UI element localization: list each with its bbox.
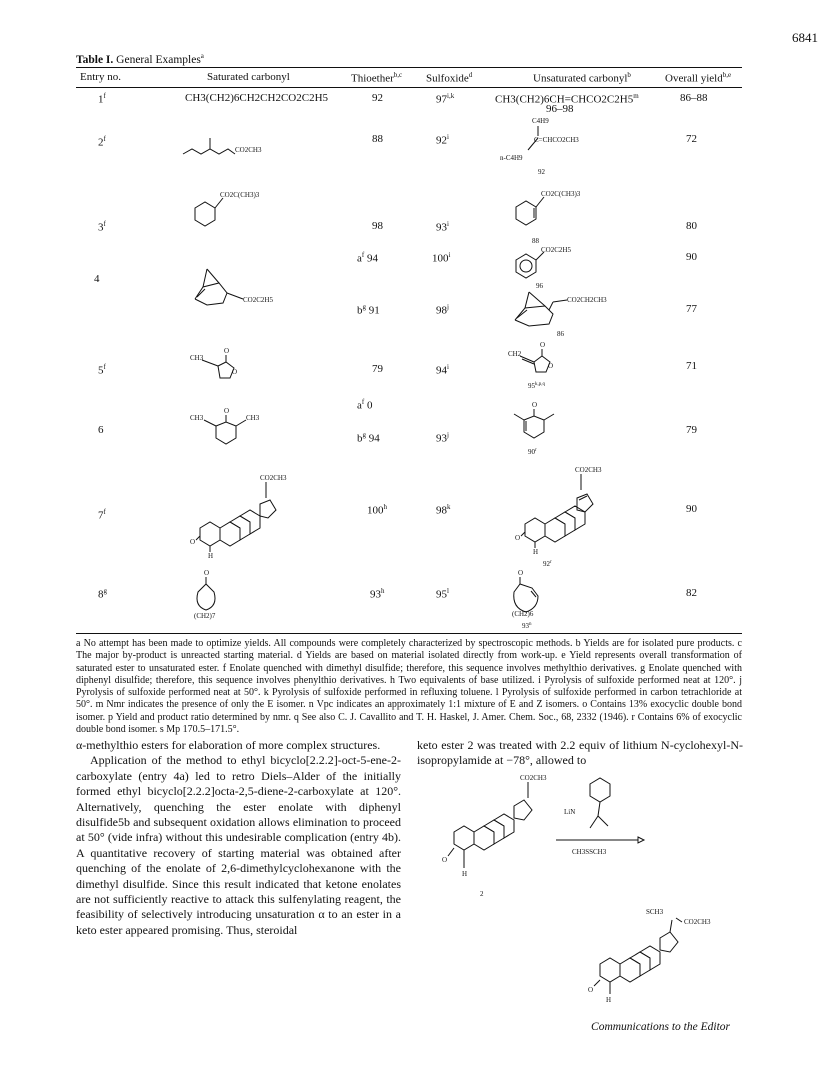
row2-thioether: 88 (372, 133, 383, 145)
row4a-unsaturated-structure (508, 246, 598, 290)
row2-sulfoxide: 92$^i$ (436, 133, 449, 147)
row8-entry: 8$^g$ (98, 587, 107, 601)
svg-text:CO2C(CH3)3: CO2C(CH3)3 (220, 191, 260, 199)
svg-text:H: H (606, 996, 612, 1004)
header-sulfoxide: Sulfoxide$^d$ (426, 71, 473, 85)
table-label: Table I. (76, 53, 114, 66)
svg-text:O: O (442, 856, 448, 864)
row7-saturated-structure (180, 470, 330, 570)
body-left-column (76, 738, 401, 938)
header-thioether: Thioether$^{b,c}$ (351, 71, 403, 85)
svg-text:CH2: CH2 (508, 350, 522, 358)
row5-yield: 71 (686, 360, 697, 372)
table-caption: Table I. General Examples$^a$ (76, 52, 204, 66)
row1-yield: 86–88 (680, 92, 708, 104)
svg-text:CO2CH2CH3: CO2CH2CH3 (567, 296, 607, 304)
body-paragraph-1: α-methylthio esters for elaboration of more complex structures. (76, 738, 381, 752)
page-number: 6841 (792, 30, 818, 45)
row5-sulfoxide: 94$^i$ (436, 363, 449, 377)
row4b-yield: 77 (686, 303, 697, 315)
svg-text:O: O (204, 569, 210, 577)
row7-thioether: 100$^h$ (367, 503, 387, 517)
svg-text:88: 88 (532, 237, 539, 245)
table-title: General Examples (116, 53, 201, 66)
reaction-scheme (420, 770, 750, 1010)
row4b-sulfoxide: 98$^j$ (436, 303, 449, 317)
svg-text:CO2C2H5: CO2C2H5 (541, 246, 571, 254)
svg-text:O: O (588, 986, 594, 994)
row4-saturated-structure (185, 263, 295, 315)
header-yield: Overall yield$^{b,e}$ (665, 71, 732, 85)
table-footnotes: a No attempt has been made to optimize yields. All compounds were completely characterized by spectroscopic methods. b Yields are for isolated pure products. c The major by-product is unreacted starting material. d Yields are based on material isolated directly from work-up. e Yield represents overall transformation of saturated ester to unsaturated ester. f Enolate quenched with dimethyl disulfide; therefore, this sequence involves methylthio derivatives. g Enolate quenched with diphenyl disulfide; therefore, this sequence involves phenylthio derivatives. h Two equivalents of base utilized. i Pyrolysis of sulfoxide performed neat at 120°. j Pyrolysis of sulfoxide performed neat at 50°. k Pyrolysis of sulfoxide performed in refluxing toluene. l Pyrolysis of sulfoxide performed in carbon tetrachloride at 50°. m Nmr indicates the presence of only the E isomer. n Vpc indicates an approximately 1:1 mixture of E and Z isomers. o Contains 13% exocyclic double bond isomer. p Yield and product ratio determined by nmr. q See also C. J. Cavallito and T. H. Haskel, J. Amer. Chem. Soc., 68, 2332 (1946). r Contains 6% of exocyclic double bond isomer. s Mp 170.5–171.5°. (76, 638, 742, 736)
svg-text:2: 2 (480, 890, 484, 898)
row3-entry: 3$^f$ (98, 220, 106, 234)
svg-text:93n: 93$^n$ (522, 622, 532, 630)
row4a-sulfoxide: 100$^i$ (432, 251, 451, 265)
svg-text:LiN: LiN (564, 808, 576, 816)
row1-entry: 1$^f$ (98, 92, 106, 106)
row6b-unsaturated-structure (512, 398, 582, 460)
svg-text:CH3: CH3 (190, 354, 204, 362)
svg-text:CO2C(CH3)3: CO2C(CH3)3 (541, 190, 581, 198)
row6-saturated-structure (190, 404, 280, 456)
svg-text:90r: 90$^r$ (528, 448, 537, 456)
row8-unsaturated-structure (508, 566, 588, 632)
svg-text:95k,p,q: 95$^{k,p,q}$ (528, 382, 545, 390)
svg-text:C=CHCO2CH3: C=CHCO2CH3 (534, 136, 579, 144)
row4a-thioether: $a^f$ 94 (357, 251, 378, 265)
row5-thioether: 79 (372, 363, 383, 375)
row1-saturated: CH3(CH2)6CH2CH2CO2C2H5 (185, 92, 329, 104)
svg-text:O: O (540, 341, 546, 349)
svg-text:O: O (232, 368, 238, 376)
row4b-thioether: $b^g$ 91 (357, 303, 380, 317)
svg-text:92r: 92$^r$ (543, 560, 552, 568)
svg-text:CO2CH3: CO2CH3 (260, 474, 287, 482)
table-bottom-rule (76, 633, 742, 634)
svg-text:CH3: CH3 (246, 414, 260, 422)
row8-saturated-structure (190, 566, 260, 622)
svg-text:H: H (462, 870, 468, 878)
svg-text:CO2C2H5: CO2C2H5 (243, 296, 273, 304)
svg-text:92: 92 (538, 168, 545, 176)
svg-text:CH3: CH3 (190, 414, 204, 422)
svg-text:(CH2)7: (CH2)7 (194, 612, 216, 620)
row2-unsaturated-structure (500, 116, 600, 178)
svg-text:C4H9: C4H9 (532, 117, 549, 125)
row6-entry: 6 (98, 424, 104, 436)
row6a-thioether: $a^f$ 0 (357, 398, 373, 412)
svg-text:O: O (515, 534, 521, 542)
row6b-sulfoxide: 93$^j$ (436, 431, 449, 445)
svg-text:H: H (533, 548, 539, 556)
row1-unsaturated-yields: 96–98 (546, 103, 574, 115)
row3-sulfoxide: 93$^i$ (436, 220, 449, 234)
row8-yield: 82 (686, 587, 697, 599)
svg-text:CO2CH3: CO2CH3 (684, 918, 711, 926)
header-entry: Entry no. (80, 71, 121, 83)
row7-unsaturated-structure (505, 462, 655, 572)
svg-text:(CH2)6: (CH2)6 (512, 610, 534, 618)
row5-unsaturated-structure (508, 338, 588, 396)
row5-saturated-structure (190, 344, 270, 394)
row3-yield: 80 (686, 220, 697, 232)
table-top-rule (76, 67, 742, 68)
page-footer: Communications to the Editor (591, 1021, 730, 1033)
row8-sulfoxide: 95$^l$ (436, 587, 449, 601)
svg-text:n-C4H9: n-C4H9 (500, 154, 523, 162)
body-right-column: keto ester 2 was treated with 2.2 equiv of lithium N-cyclohexyl-N-isopropylamide at −78°, allowed to (417, 738, 743, 768)
row2-entry: 2$^f$ (98, 135, 106, 149)
svg-text:CH3SSCH3: CH3SSCH3 (572, 848, 607, 856)
row4-entry: 4 (94, 273, 100, 285)
header-saturated: Saturated carbonyl (207, 71, 290, 83)
row7-yield: 90 (686, 503, 697, 515)
svg-text:O: O (548, 362, 554, 370)
svg-text:SCH3: SCH3 (646, 908, 664, 916)
svg-text:O: O (224, 347, 230, 355)
svg-text:96: 96 (536, 282, 543, 290)
row6b-thioether: $b^g$ 94 (357, 431, 380, 445)
table-header-rule (76, 87, 742, 88)
svg-text:O: O (518, 569, 524, 577)
svg-text:O: O (224, 407, 230, 415)
row8-thioether: 93$^h$ (370, 587, 385, 601)
svg-text:CO2CH3: CO2CH3 (235, 146, 262, 154)
row7-entry: 7$^f$ (98, 508, 106, 522)
row2-saturated-structure (183, 132, 262, 162)
svg-text:H: H (208, 552, 214, 560)
row2-yield: 72 (686, 133, 697, 145)
row6b-yield: 79 (686, 424, 697, 436)
svg-text:86: 86 (557, 330, 564, 338)
row1-unsaturated: $CH3(CH2)6CH=CHCO2C2H5^m$ (495, 92, 639, 106)
row3-saturated-structure (187, 186, 267, 236)
svg-text:O: O (532, 401, 538, 409)
row5-entry: 5$^f$ (98, 363, 106, 377)
row4a-yield: 90 (686, 251, 697, 263)
row3-thioether: 98 (372, 220, 383, 232)
row1-thioether: 92 (372, 92, 383, 104)
svg-text:O: O (190, 538, 196, 546)
row1-sulfoxide: 97$^{i,k}$ (436, 92, 455, 106)
row7-sulfoxide: 98$^k$ (436, 503, 451, 517)
body-paragraph-2: Application of the method to ethyl bicyclo[2.2.2]-oct-5-ene-2-carboxylate (entry 4a) led to retro Diels–Alder of the initially formed ethyl bicyclo[2.2.2]octa-2,5-diene-2-carboxylate at 120°. Alternatively, quenching the ester enolate with diphenyl disulfide5b and subsequent oxidation allows elimination to proceed at 50° (vide infra) without this undesirable complication (entry 4b). A quantitative recovery of starting material was obtained after quenching of the enolate of 2,6-dimethylcyclohexanone with the dimethyl disulfide. Since this result indicated that ketone enolates are not sufficiently reactive to attack this sulfenylating reagent, the feasibility of selectively introducing unsaturation α to an ester in a keto ester appeared promising. Thus, steroidal (76, 753, 401, 937)
header-unsaturated: Unsaturated carbonyl$^b$ (533, 71, 631, 85)
svg-text:CO2CH3: CO2CH3 (520, 774, 547, 782)
row4b-unsaturated-structure (505, 286, 625, 342)
svg-text:CO2CH3: CO2CH3 (575, 466, 602, 474)
